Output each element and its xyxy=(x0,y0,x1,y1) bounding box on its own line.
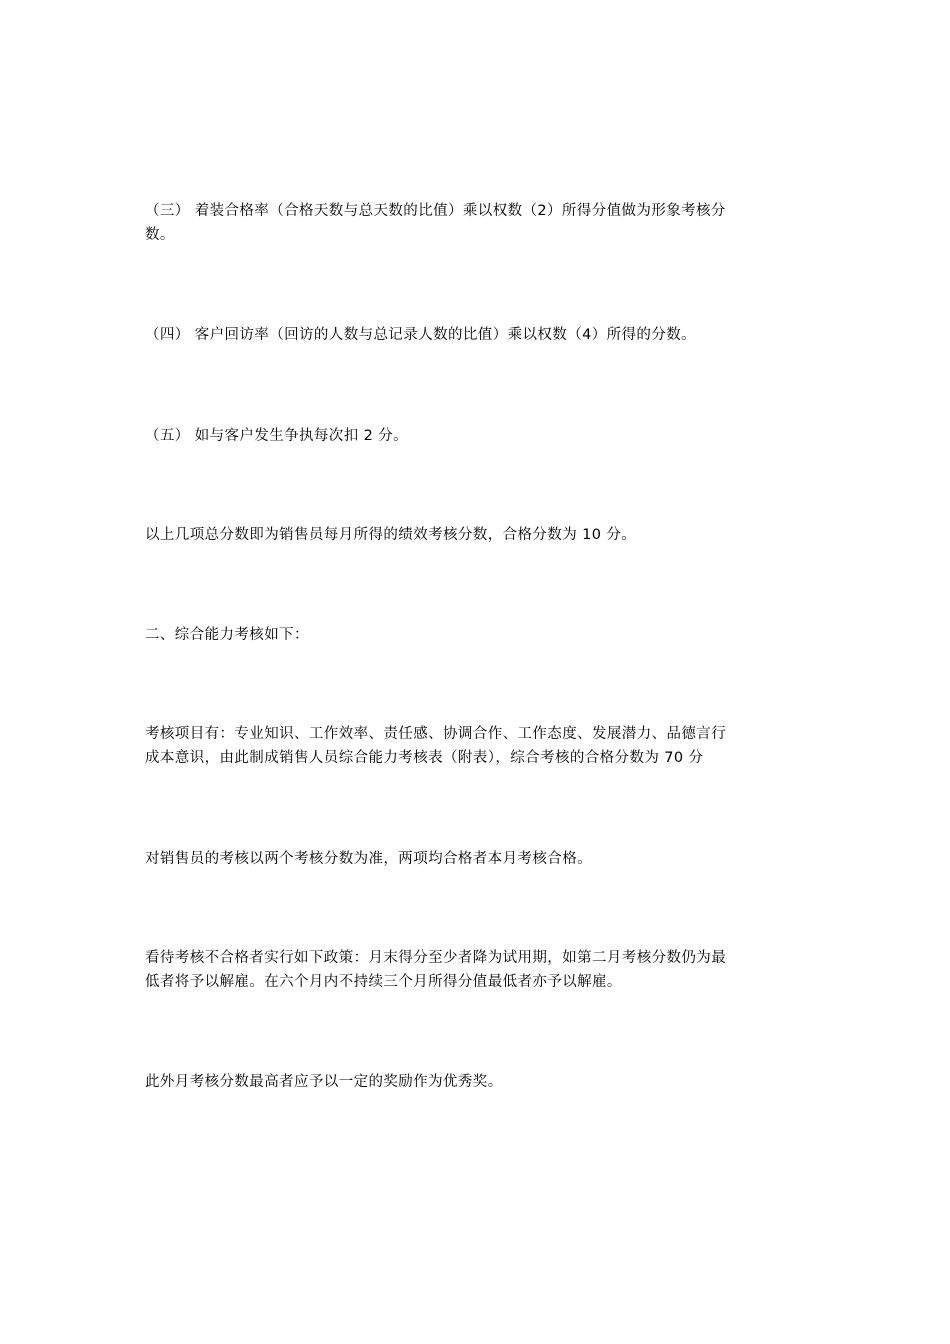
paragraph-pass-criteria xyxy=(145,847,810,871)
paragraph-excellence-award xyxy=(145,1070,810,1094)
text-line: 考核项目有：专业知识、工作效率、责任感、协调合作、工作态度、发展潜力、品德言行 xyxy=(145,726,727,742)
text-line: 以上几项总分数即为销售员每月所得的绩效考核分数，合格分数为 10 分。 xyxy=(145,527,637,543)
text-line: 数。 xyxy=(145,227,175,243)
paragraph-attire-pass-rate xyxy=(145,199,810,247)
text-line: （三） 着装合格率（合格天数与总天数的比值）乘以权数（2）所得分值做为形象考核分 xyxy=(145,203,726,219)
section-heading-comprehensive-ability xyxy=(145,623,810,647)
text-line: 此外月考核分数最高者应予以一定的奖励作为优秀奖。 xyxy=(145,1074,503,1090)
paragraph-fail-policy xyxy=(145,946,810,994)
paragraph-total-score xyxy=(145,523,810,547)
text-line: 低者将予以解雇。在六个月内不持续三个月所得分值最低者亦予以解雇。 xyxy=(145,974,622,990)
text-line: 看待考核不合格者实行如下政策：月末得分至少者降为试用期，如第二月考核分数仍为最 xyxy=(145,950,727,966)
text-line: 二、综合能力考核如下： xyxy=(145,627,309,643)
paragraph-assessment-items xyxy=(145,722,810,770)
text-line: 成本意识，由此制成销售人员综合能力考核表（附表），综合考核的合格分数为 70 分 xyxy=(145,750,704,766)
text-line: 对销售员的考核以两个考核分数为准，两项均合格者本月考核合格。 xyxy=(145,851,592,867)
text-line: （四） 客户回访率（回访的人数与总记录人数的比值）乘以权数（4）所得的分数。 xyxy=(145,327,697,343)
paragraph-dispute-deduction xyxy=(145,424,810,448)
text-line: （五） 如与客户发生争执每次扣 2 分。 xyxy=(145,428,409,444)
paragraph-customer-revisit-rate xyxy=(145,323,810,347)
